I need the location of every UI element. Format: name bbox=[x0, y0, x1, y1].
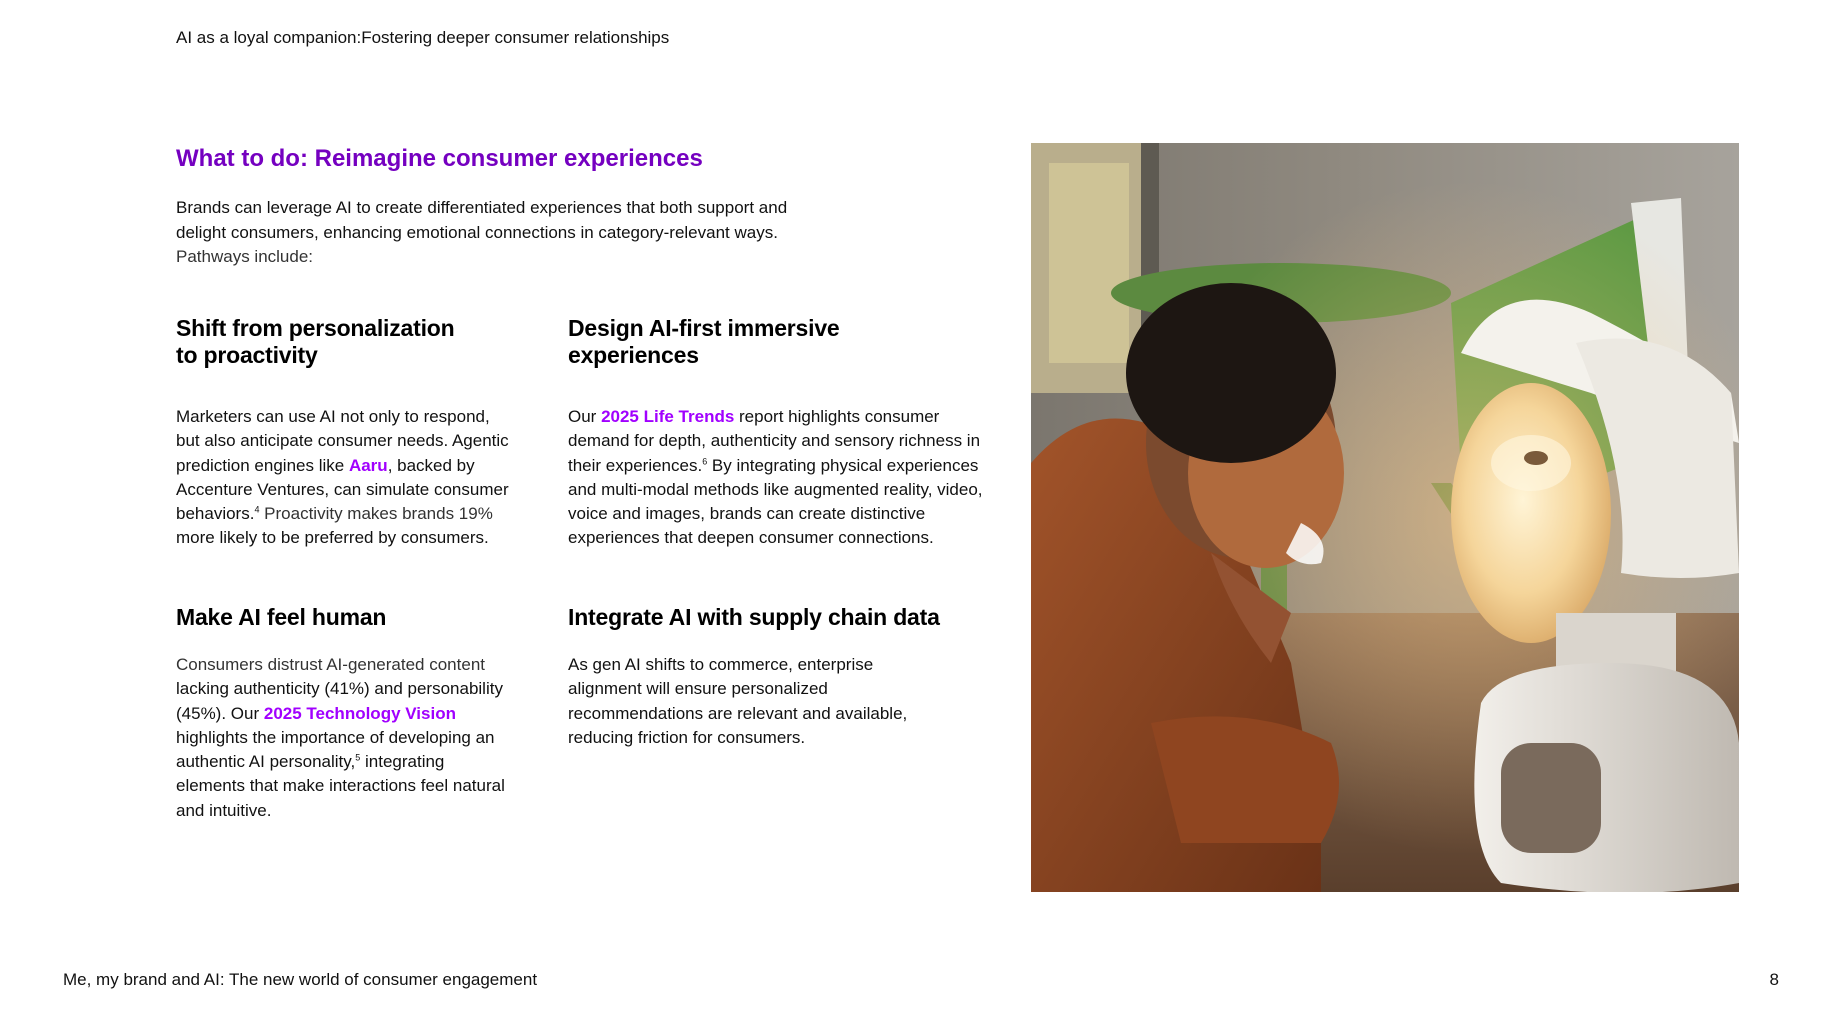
footnote-ref[interactable]: 6 bbox=[702, 455, 708, 466]
card-title: Integrate AI with supply chain data bbox=[568, 604, 940, 630]
card-body-text: integrating elements that make interactions feel natural and intuitive. bbox=[176, 752, 505, 820]
footnote-ref[interactable]: 5 bbox=[355, 752, 361, 763]
intro-tail: Pathways include: bbox=[176, 247, 314, 266]
card-ai-feel-human bbox=[176, 604, 596, 823]
card-body-text: Marketers can use AI not only to respond, but also anticipate consumer needs. Agentic prediction engines like bbox=[176, 407, 509, 475]
page-number: 8 bbox=[1769, 970, 1779, 989]
card-body-text: more likely to be preferred by consumers. bbox=[176, 528, 489, 548]
life-trends-link[interactable]: 2025 Life Trends bbox=[601, 407, 735, 426]
card-body: As gen AI shifts to commerce, enterprise alignment will ensure personalized recommendations are relevant and available, reducing friction for consumers. bbox=[568, 655, 908, 747]
card-title bbox=[568, 315, 988, 369]
card-title-line1: Shift from personalization bbox=[176, 315, 455, 341]
card-body-text: Consumers distrust AI-generated content bbox=[176, 655, 485, 674]
running-header: AI as a loyal companion:Fostering deeper consumer relationships bbox=[176, 28, 670, 47]
footnote-ref[interactable]: 4 bbox=[254, 504, 260, 515]
card-body-text: highlights the importance of developing an authentic AI personality, bbox=[176, 727, 495, 772]
technology-vision-link[interactable]: 2025 Technology Vision bbox=[263, 703, 456, 723]
card-body-text: By integrating physical experiences and multi-modal methods like augmented reality, video, voice and images, brands can create distinctive experiences that deepen consumer connections. bbox=[568, 455, 983, 548]
footer-title: Me, my brand and AI: The new world of consumer engagement bbox=[63, 970, 538, 989]
card-body bbox=[176, 653, 506, 823]
card-personalization-proactivity bbox=[176, 315, 596, 551]
card-title bbox=[176, 315, 596, 369]
card-body bbox=[176, 405, 516, 551]
card-body-text: report highlights consumer demand for depth, authenticity and sensory richness in their experiences. bbox=[568, 407, 981, 475]
card-body-text: , backed by Accenture Ventures, can simulate consumer behaviors. bbox=[176, 455, 509, 524]
intro-paragraph bbox=[176, 196, 796, 270]
card-title-line1: Design AI-first immersive bbox=[568, 315, 840, 341]
card-supply-chain bbox=[568, 604, 988, 750]
hero-photo-child-and-robot bbox=[1031, 143, 1739, 892]
card-body-text: Proactivity makes brands 19% bbox=[259, 504, 493, 524]
card-title: Make AI feel human bbox=[176, 604, 387, 630]
card-title-line2: experiences bbox=[568, 342, 699, 368]
card-immersive-experiences bbox=[568, 315, 988, 551]
photo-illustration bbox=[1031, 143, 1739, 892]
card-title-line2: to proactivity bbox=[176, 342, 318, 368]
section-title: What to do: Reimagine consumer experiences bbox=[176, 145, 703, 172]
card-body-text: lacking authenticity (41%) and personability (45%). Our bbox=[176, 679, 503, 723]
aaru-link[interactable]: Aaru bbox=[348, 455, 388, 475]
card-body-text: Our bbox=[568, 407, 602, 426]
card-body bbox=[568, 405, 988, 551]
intro-text: Brands can leverage AI to create differentiated experiences that both support and delight consumers, enhancing emotional connections in category-relevant ways. bbox=[176, 198, 788, 242]
